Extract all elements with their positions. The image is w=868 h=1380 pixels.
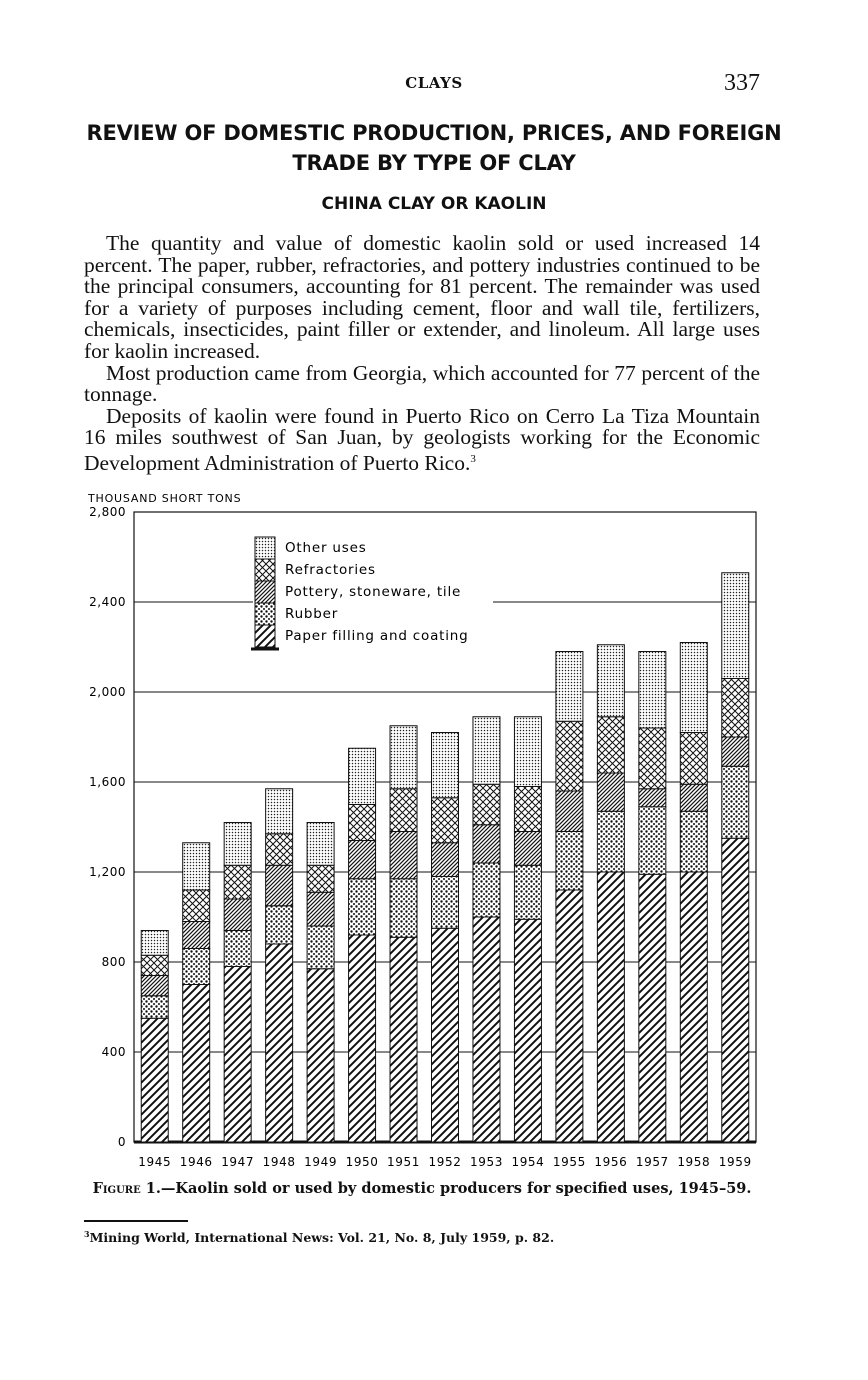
bar-segment bbox=[597, 872, 624, 1142]
y-tick-label: 1,200 bbox=[89, 865, 126, 879]
x-tick-label: 1959 bbox=[718, 1155, 752, 1169]
legend-swatch bbox=[255, 581, 275, 603]
bar-segment bbox=[390, 726, 417, 789]
bar-segment bbox=[141, 1018, 168, 1142]
x-tick-label: 1950 bbox=[345, 1155, 379, 1169]
bar-segment bbox=[556, 832, 583, 891]
footnote-mark: 3 bbox=[84, 1229, 90, 1239]
footnote-rule bbox=[84, 1220, 188, 1222]
bar-segment bbox=[680, 872, 707, 1142]
bar-segment bbox=[349, 805, 376, 841]
running-title: CLAYS bbox=[405, 74, 463, 92]
bar-segment bbox=[680, 643, 707, 733]
bar-segment bbox=[680, 733, 707, 785]
legend-label: Pottery, stoneware, tile bbox=[285, 584, 462, 600]
bar-segment bbox=[680, 784, 707, 811]
bars bbox=[141, 573, 749, 1142]
bar-segment bbox=[183, 890, 210, 922]
bar-segment bbox=[390, 879, 417, 938]
legend-label: Other uses bbox=[285, 540, 367, 556]
bar-segment bbox=[141, 996, 168, 1019]
bar-segment bbox=[266, 906, 293, 944]
x-tick-label: 1952 bbox=[428, 1155, 462, 1169]
bar-segment bbox=[141, 955, 168, 975]
bar-segment bbox=[307, 892, 334, 926]
bar-segment bbox=[266, 834, 293, 866]
bar-segment bbox=[349, 879, 376, 935]
bar-segment bbox=[183, 922, 210, 949]
bar-segment bbox=[432, 843, 459, 877]
bar-segment bbox=[390, 937, 417, 1142]
bar-segment bbox=[390, 789, 417, 832]
footnote-text: Mining World, International News: Vol. 21, No. 8, July 1959, p. 82. bbox=[89, 1230, 555, 1246]
chart-svg bbox=[0, 480, 868, 1180]
legend-label: Rubber bbox=[285, 606, 339, 622]
figure-caption-text: —Kaolin sold or used by domestic producers for specified uses, 1945–59. bbox=[160, 1180, 752, 1197]
paragraph bbox=[84, 403, 760, 476]
x-tick-label: 1957 bbox=[635, 1155, 669, 1169]
bar-segment bbox=[307, 969, 334, 1142]
bar-segment bbox=[349, 841, 376, 879]
bar-segment bbox=[597, 811, 624, 872]
paragraph-text: Deposits of kaolin were found in Puerto Rico on Cerro La Tiza Mountain 16 miles southwest of San Juan, by geologists working for the Economic Development Administration of Puerto Rico. bbox=[84, 403, 760, 476]
bar-segment bbox=[224, 899, 251, 931]
bar-segment bbox=[473, 717, 500, 785]
bar-segment bbox=[722, 573, 749, 679]
bar-segment bbox=[473, 917, 500, 1142]
bar-segment bbox=[597, 773, 624, 811]
bar-segment bbox=[432, 877, 459, 929]
legend-label: Refractories bbox=[285, 562, 376, 578]
bar-segment bbox=[722, 679, 749, 738]
running-head bbox=[0, 70, 868, 100]
legend bbox=[251, 535, 493, 651]
bar-segment bbox=[473, 784, 500, 825]
bar-segment bbox=[307, 865, 334, 892]
bar-segment bbox=[639, 789, 666, 807]
bar-segment bbox=[680, 811, 707, 872]
legend-label: Paper filling and coating bbox=[285, 628, 469, 644]
footnote-reference: 3 bbox=[470, 452, 476, 465]
bar-segment bbox=[556, 890, 583, 1142]
bar-segment bbox=[224, 931, 251, 967]
bar-segment bbox=[514, 865, 541, 919]
bar-segment bbox=[266, 944, 293, 1142]
bar-segment bbox=[597, 645, 624, 717]
bar-segment bbox=[224, 823, 251, 866]
x-tick-label: 1958 bbox=[677, 1155, 711, 1169]
bar-segment bbox=[722, 838, 749, 1142]
paragraph: The quantity and value of domestic kaolin sold or used increased 14 percent. The paper, rubber, refractories, and pottery industries continued to be the principal consumers, accounting for 81 percent. The remainder was used for a variety of purposes including cement, floor and wall tile, fertilizers, chemicals, insecticides, paint filler or extender, and linoleum. All large uses for kaolin increased. bbox=[84, 231, 760, 363]
bar-segment bbox=[722, 737, 749, 766]
legend-swatch bbox=[255, 603, 275, 625]
bar-segment bbox=[349, 748, 376, 804]
y-tick-label: 2,800 bbox=[89, 505, 126, 519]
figure-label: Figure 1. bbox=[92, 1180, 161, 1197]
x-tick-label: 1949 bbox=[304, 1155, 338, 1169]
bar-segment bbox=[639, 807, 666, 875]
bar-segment bbox=[432, 928, 459, 1142]
bar-segment bbox=[141, 976, 168, 996]
bar-segment bbox=[307, 926, 334, 969]
bar-segment bbox=[556, 721, 583, 791]
page-number: 337 bbox=[724, 70, 760, 96]
bar-segment bbox=[141, 931, 168, 956]
legend-swatch bbox=[255, 559, 275, 581]
bar-segment bbox=[722, 766, 749, 838]
x-tick-label: 1953 bbox=[469, 1155, 503, 1169]
bar-segment bbox=[473, 825, 500, 863]
x-tick-label: 1945 bbox=[138, 1155, 172, 1169]
section-heading: REVIEW OF DOMESTIC PRODUCTION, PRICES, AND FOREIGN TRADE BY TYPE OF CLAY bbox=[86, 121, 782, 175]
y-tick-label: 2,000 bbox=[89, 685, 126, 699]
bar-segment bbox=[514, 832, 541, 866]
bar-segment bbox=[183, 949, 210, 985]
y-tick-label: 800 bbox=[101, 955, 126, 969]
y-tick-label: 0 bbox=[117, 1135, 126, 1149]
bar-segment bbox=[639, 728, 666, 789]
bar-segment bbox=[432, 798, 459, 843]
subsection-heading: CHINA CLAY OR KAOLIN bbox=[321, 194, 547, 214]
bar-segment bbox=[514, 787, 541, 832]
legend-swatch bbox=[255, 625, 275, 647]
bar-segment bbox=[183, 985, 210, 1143]
bar-segment bbox=[307, 823, 334, 866]
bar-segment bbox=[266, 789, 293, 834]
bar-segment bbox=[224, 865, 251, 899]
y-tick-label: 2,400 bbox=[89, 595, 126, 609]
bar-segment bbox=[349, 935, 376, 1142]
y-tick-label: 1,600 bbox=[89, 775, 126, 789]
x-tick-label: 1947 bbox=[221, 1155, 255, 1169]
bar-segment bbox=[556, 652, 583, 722]
x-tick-label: 1948 bbox=[262, 1155, 296, 1169]
figure-caption bbox=[84, 1180, 760, 1197]
bar-segment bbox=[266, 865, 293, 906]
paragraph: Most production came from Georgia, which accounted for 77 percent of the tonnage. bbox=[84, 360, 760, 407]
x-tick-label: 1951 bbox=[387, 1155, 421, 1169]
x-tick-label: 1946 bbox=[179, 1155, 213, 1169]
legend-swatch bbox=[255, 537, 275, 559]
bar-segment bbox=[224, 967, 251, 1143]
bar-segment bbox=[597, 717, 624, 773]
bar-segment bbox=[639, 874, 666, 1142]
bar-segment bbox=[432, 733, 459, 798]
bar-segment bbox=[514, 919, 541, 1142]
y-axis-label: THOUSAND SHORT TONS bbox=[88, 492, 242, 505]
footnote bbox=[84, 1229, 554, 1245]
bar-segment bbox=[473, 863, 500, 917]
bar-segment bbox=[639, 652, 666, 729]
y-tick-label: 400 bbox=[101, 1045, 126, 1059]
bar-segment bbox=[556, 791, 583, 832]
x-tick-label: 1954 bbox=[511, 1155, 545, 1169]
x-tick-label: 1956 bbox=[594, 1155, 628, 1169]
bar-segment bbox=[183, 843, 210, 890]
kaolin-chart bbox=[0, 480, 868, 1200]
bar-segment bbox=[390, 832, 417, 879]
x-tick-label: 1955 bbox=[552, 1155, 586, 1169]
body-text bbox=[84, 233, 760, 475]
bar-segment bbox=[514, 717, 541, 787]
